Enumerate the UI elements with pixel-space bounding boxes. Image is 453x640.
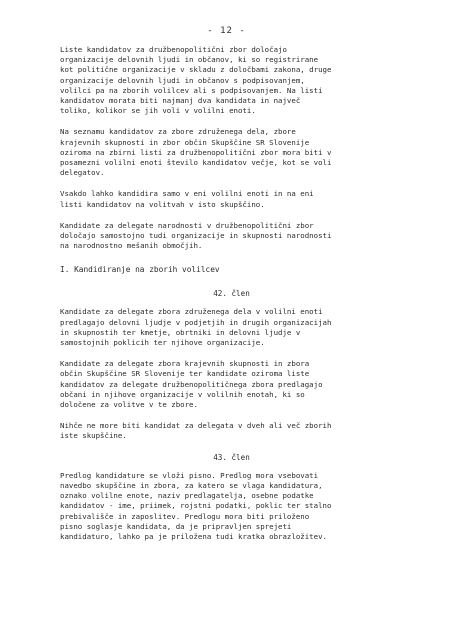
paragraph [60, 359, 403, 410]
paragraph [60, 221, 403, 252]
text-line: na narodnostno mešanih območjih. [60, 241, 203, 251]
text-line: Liste kandidatov za družbenopolitični zbor določajo [60, 45, 287, 54]
text-line: kandidaturo, lahko pa je priložena tudi kratka obrazložitev. [60, 531, 327, 541]
text-line: pisno soglasje kandidata, da je pripravljen sprejeti [60, 521, 292, 531]
text-line: občin Skupščine SR Slovenije ter kandidate oziroma liste [60, 369, 310, 379]
text-line: Kandidate za delegate zbora združenega dela v volilni enoti [60, 307, 323, 317]
paragraph [60, 471, 403, 542]
text-line: posamezni volilni enoti število kandidatov večje, kot se voli [60, 158, 332, 168]
text-line: oziroma na zbirni listi za družbenopolitični zbor mora biti v [60, 147, 332, 157]
section-heading: I. Kandidiranje na zborih volilcev [60, 265, 220, 275]
text-line: Predlog kandidature se vloži pisno. Predlog mora vsebovati [60, 470, 319, 480]
text-line: Na seznamu kandidatov za zbore združenega dela, zbore [60, 127, 296, 137]
text-line: organizacije delovnih ljudi in občanov, ki so registrirane [60, 55, 319, 65]
text-line: kandidatov - ime, priimek, rojstni podatki, poklic ter stalno [60, 501, 332, 511]
text-line: določajo samostojno tudi organizacije in skupnosti narodnosti [60, 231, 332, 241]
text-line: kandidatov za delegate družbenopolitičnega zbora predlagajo [60, 379, 323, 389]
text-line: določene za volitve v te zbore. [60, 400, 198, 410]
text-line: navedbo skupščine in zbora, za katero se vlaga kandidatura, [60, 480, 323, 490]
document-body [60, 45, 403, 553]
paragraph [60, 45, 403, 116]
paragraph [60, 189, 403, 209]
page-number: - 12 - [207, 26, 246, 36]
text-line: listi kandidatov na volitvah v isto skupščino. [60, 199, 265, 209]
paragraph [60, 421, 403, 441]
text-line: kandidatov morata biti najmanj dva kandidata in največ [60, 96, 301, 106]
text-line: predlagajo delovni ljudje v podjetjih in drugih organizacijah [60, 317, 332, 327]
paragraph [60, 127, 403, 178]
text-line: delegatov. [60, 168, 105, 178]
text-line: in skupnostih ter kmetje, obrtniki in delovni ljudje v [60, 327, 301, 337]
text-line: prebivališče in zaposlitev. Predlogu mora biti priloženo [60, 511, 310, 521]
text-line: Nihče ne more biti kandidat za delegata v dveh ali več zborih [60, 421, 332, 431]
text-line: Kandidate za delegate narodnosti v družbenopolitični zbor [60, 220, 314, 230]
text-line: toliko, kolikor se jih voli v volilni enoti. [60, 106, 256, 116]
text-line: krajevnih skupnosti in zbor občin Skupščine SR Slovenije [60, 137, 310, 147]
text-line: kot politične organizacije v skladu z določbami zakona, druge [60, 65, 332, 75]
text-line: Kandidate za delegate zbora krajevnih skupnosti in zbora [60, 359, 310, 369]
text-line: volilci pa na zborih volilcev ali s podpisovanjem. Na listi [60, 85, 323, 95]
article-number: 42. člen [213, 289, 250, 299]
text-line: občani in njihove organizacije v volilnih enotah, ki so [60, 389, 305, 399]
text-line: iste skupščine. [60, 431, 127, 441]
text-line: oznako volilne enote, naziv predlagatelja, osebne podatke [60, 491, 314, 501]
text-line: Vsakdo lahko kandidira samo v eni volilni enoti in na eni [60, 189, 314, 199]
paragraph [60, 307, 403, 348]
article-number: 43. člen [213, 452, 250, 462]
text-line: samostojnih poklicih ter njihove organizacije. [60, 338, 265, 348]
text-line: organizacije delovnih ljudi in občanov s podpisovanjem, [60, 75, 305, 85]
